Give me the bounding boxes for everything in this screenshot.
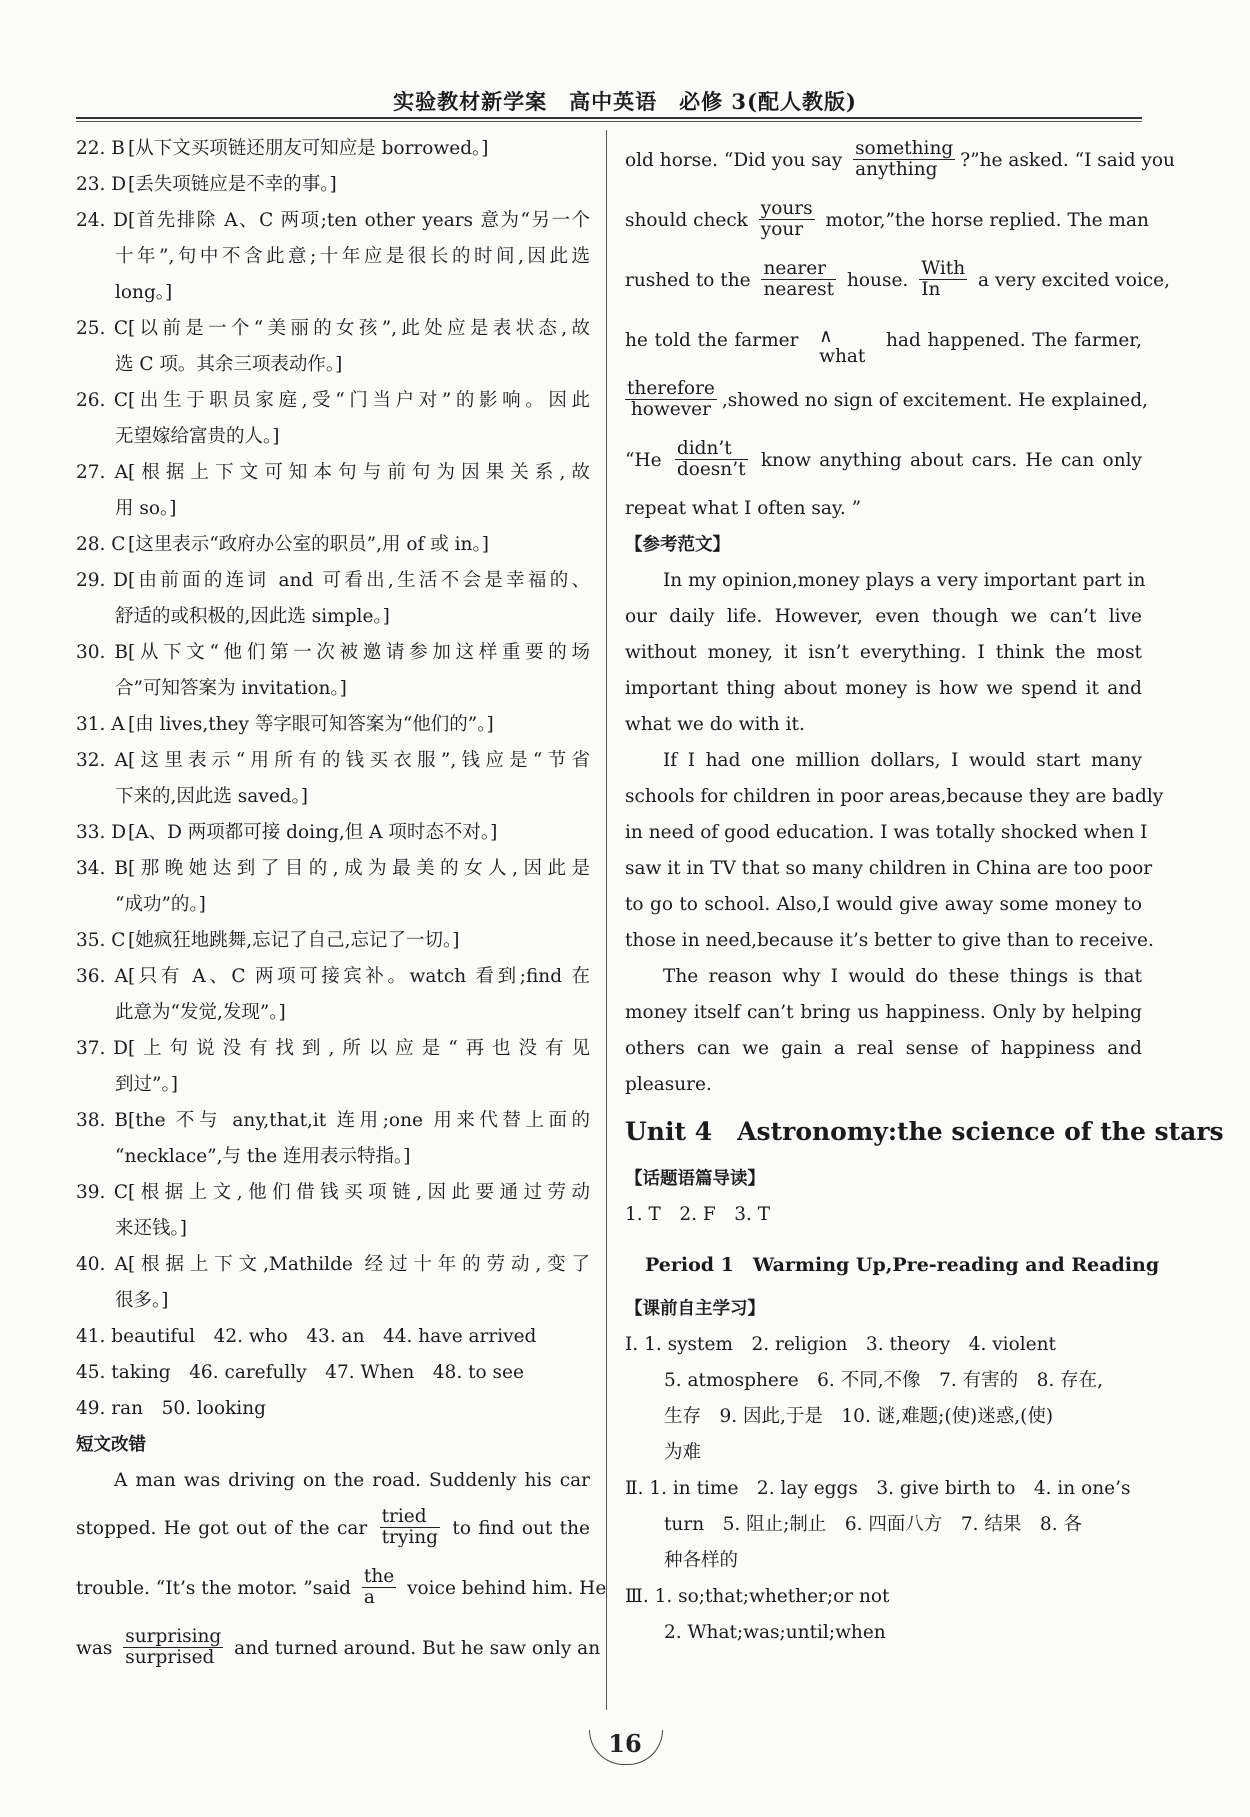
correction-line [625, 431, 1142, 491]
answer-item-continued [76, 779, 590, 815]
answer-number: 28. C [76, 534, 126, 555]
answer-explanation: [由 lives,they 等字眼可知答案为“他们的”。] [128, 714, 494, 735]
corrected-word: With [921, 257, 966, 279]
original-word: nearest [763, 278, 835, 300]
correction-line [625, 191, 1149, 251]
answer-explanation: 很多。] [115, 1290, 169, 1311]
answer-number: 22. B [76, 138, 125, 159]
answer-item-continued [76, 1211, 590, 1247]
answer-explanations [76, 131, 590, 1319]
answer-number: 29. D [76, 570, 128, 591]
corrected-word: therefore [627, 377, 715, 399]
answer-explanation: [从下文买项链还朋友可知应是 borrowed。] [128, 138, 489, 159]
answer-item-continued [76, 887, 590, 923]
answer-item [76, 563, 590, 599]
answer-item [76, 167, 590, 203]
answer-explanation: [上句说没有找到,所以应是“再也没有见 [128, 1038, 590, 1059]
correction-passage-right [625, 131, 1175, 527]
text: know anything about cars. He can only [760, 450, 1142, 471]
grammar-line: 2. What;was;until;when [664, 1622, 886, 1643]
correction-mark [853, 139, 955, 180]
answer-number: 38. B [76, 1110, 128, 1131]
correction-heading: 短文改错 [76, 1435, 146, 1455]
answer-item-continued [76, 1139, 590, 1175]
answer-item-continued [76, 1067, 590, 1103]
vocab-line: Ⅰ. 1. system 2. religion 3. theory 4. violent [625, 1334, 1056, 1355]
answer-number: 24. D [76, 210, 128, 231]
text: stopped. He got out of the car [76, 1518, 368, 1539]
text: “He [625, 450, 662, 471]
answer-item-continued [76, 275, 590, 311]
page-number: 16 [608, 1729, 642, 1758]
answer-item [76, 851, 590, 887]
answer-number: 33. D [76, 822, 127, 843]
answer-explanation: long。] [115, 282, 173, 303]
correction-line: repeat what I often say. ” [625, 498, 862, 519]
original-word: anything [855, 158, 938, 180]
model-essay [625, 563, 1164, 1103]
essay-line: without money, it isn’t everything. I think the most [625, 642, 1142, 663]
answer-number: 25. C [76, 318, 128, 339]
text: house. [847, 270, 909, 291]
corrected-word: nearer [761, 259, 836, 280]
corrected-word: something [855, 137, 954, 159]
trophy-icon [589, 1730, 663, 1765]
essay-line: The reason why I would do these things is that [663, 966, 1142, 987]
column-divider [606, 130, 607, 1710]
page-number-badge [585, 1726, 665, 1766]
essay-line: what we do with it. [625, 714, 805, 735]
header-rule [76, 117, 1142, 119]
answer-number: 26. C [76, 390, 128, 411]
section-1 [625, 1327, 1142, 1471]
text: should check [625, 210, 748, 231]
answer-item [76, 455, 590, 491]
correction-line [76, 1619, 601, 1679]
section-2 [625, 1471, 1142, 1579]
correction-mark [362, 1567, 396, 1608]
essay-line: others can we gain a real sense of happiness and [625, 1038, 1142, 1059]
correction-mark [919, 259, 967, 300]
topic-heading: 【话题语篇导读】 [625, 1169, 765, 1189]
essay-line: schools for children in poor areas,because they are badly [625, 786, 1164, 807]
original-word: your [760, 218, 804, 240]
essay-line: If I had one million dollars, I would start many [663, 750, 1142, 771]
fill-line: 41. beautiful 42. who 43. an 44. have arrived [76, 1326, 537, 1347]
answer-number: 36. A [76, 966, 128, 987]
essay-line: in need of good education. I was totally shocked when I [625, 822, 1148, 843]
inserted-word: what [819, 346, 866, 367]
answer-item [76, 635, 590, 671]
correction-mark [761, 259, 836, 300]
answer-explanation: 下来的,因此选 saved。] [115, 786, 308, 807]
answer-item-continued [76, 491, 590, 527]
answer-number: 30. B [76, 642, 128, 663]
phrase-line: turn 5. 阻止;制止 6. 四面八方 7. 结果 8. 各 [664, 1514, 1082, 1535]
corrected-word: didn’t [675, 439, 748, 460]
text: voice behind him. He [407, 1578, 607, 1599]
header-rule-thin [76, 121, 1142, 122]
answer-explanation: [从下文“他们第一次被邀请参加这样重要的场 [128, 642, 590, 663]
answer-explanation: [这里表示“用所有的钱买衣服”,钱应是“节省 [128, 750, 590, 771]
vocab-line: 5. atmosphere 6. 不同,不像 7. 有害的 8. 存在, [664, 1370, 1104, 1391]
answer-item-continued [76, 347, 590, 383]
page-header: 实验教材新学案 高中英语 必修 3(配人教版) [393, 89, 857, 114]
answer-number: 32. A [76, 750, 128, 771]
answer-item [76, 1175, 590, 1211]
answer-explanation: [只有 A、C 两项可接宾补。watch 看到;find 在 [128, 966, 590, 987]
answer-item-continued [76, 671, 590, 707]
answer-item-continued [76, 419, 590, 455]
corrected-word: the [363, 1565, 395, 1587]
text: he told the farmer [625, 330, 799, 351]
text: to find out the [452, 1518, 590, 1539]
answer-explanation: 选 C 项。其余三项表动作。] [115, 354, 343, 375]
correction-line [625, 131, 1175, 191]
fill-in-answers [76, 1319, 590, 1427]
answer-explanation: 此意为“发觉,发现”。] [115, 1002, 286, 1023]
phrase-line: Ⅱ. 1. in time 2. lay eggs 3. give birth to 4. in one’s [625, 1478, 1131, 1499]
answer-number: 23. D [76, 174, 127, 195]
answer-explanation: “成功”的。] [115, 894, 206, 915]
answer-item [76, 131, 590, 167]
original-word: doesn’t [676, 458, 746, 480]
vocab-line: 生存 9. 因此,于是 10. 谜,难题;(使)迷惑,(使) [664, 1406, 1054, 1427]
text: had happened. The farmer, [886, 330, 1142, 351]
phrase-line: 种各样的 [664, 1550, 739, 1571]
answer-number: 35. C [76, 930, 126, 951]
left-column [76, 131, 607, 1679]
essay-line: saw it in TV that so many children in China are too poor [625, 858, 1153, 879]
text: and turned around. But he saw only an [234, 1638, 601, 1659]
answer-explanation: [the 不与 any,that,it 连用;one 用来代替上面的 [128, 1110, 590, 1131]
period-title: Period 1 Warming Up,Pre-reading and Reading [645, 1254, 1160, 1276]
text: ,showed no sign of excitement. He explained, [721, 390, 1148, 411]
answer-item [76, 959, 590, 995]
vocab-line: 为难 [664, 1442, 702, 1463]
answer-item-continued [76, 995, 590, 1031]
correction-mark [380, 1507, 440, 1548]
correction-mark [625, 379, 717, 420]
correction-line: A man was driving on the road. Suddenly his car [114, 1470, 590, 1491]
text: a very excited voice, [978, 270, 1170, 291]
answer-number: 34. B [76, 858, 128, 879]
text: trouble. “It’s the motor. ”said [76, 1578, 351, 1599]
answer-explanation: 无望嫁给富贵的人。] [115, 426, 280, 447]
answer-explanation: “necklace”,与 the 连用表示特指。] [115, 1146, 411, 1167]
answer-explanation: [出生于职员家庭,受“门当户对”的影响。因此 [128, 390, 590, 411]
answer-item-continued [76, 599, 590, 635]
answer-explanation: 用 so。] [115, 498, 177, 519]
correction-line [76, 1559, 607, 1619]
original-word: a [363, 1586, 375, 1608]
answer-explanation: 十年”,句中不含此意;十年应是很长的时间,因此选 [115, 246, 590, 267]
answer-explanation: [丢失项链应是不幸的事。] [128, 174, 337, 195]
original-word: In [921, 278, 941, 300]
essay-line: those in need,because it’s better to give than to receive. [625, 930, 1154, 951]
right-column [625, 131, 1224, 1651]
answer-explanation: [她疯狂地跳舞,忘记了自己,忘记了一切。] [128, 930, 460, 951]
essay-line: to go to school. Also,I would give away some money to [625, 894, 1142, 915]
answer-explanation: 舒适的或积极的,因此选 simple。] [115, 606, 390, 627]
correction-mark [675, 439, 748, 480]
topic-answers: 1. T 2. F 3. T [625, 1204, 771, 1225]
answer-item [76, 1031, 590, 1067]
answer-item [76, 743, 590, 779]
answer-item [76, 527, 590, 563]
text: ?”he asked. “I said you [960, 150, 1175, 171]
self-study-heading: 【课前自主学习】 [625, 1299, 765, 1319]
text: old horse. “Did you say [625, 150, 843, 171]
correction-line [625, 251, 1170, 311]
answer-explanation: [根据上文,他们借钱买项链,因此要通过劳动 [128, 1182, 590, 1203]
caret-symbol: ∧ [819, 326, 833, 347]
answer-explanation: [首先排除 A、C 两项;ten other years 意为“另一个 [128, 210, 590, 231]
answer-explanation: 合”可知答案为 invitation。] [115, 678, 347, 699]
essay-line: In my opinion,money plays a very important part in [663, 570, 1146, 591]
correction-line [625, 311, 1142, 371]
section-3 [625, 1579, 1142, 1651]
answer-item [76, 1247, 590, 1283]
answer-item [76, 815, 590, 851]
answer-number: 37. D [76, 1038, 128, 1059]
corrected-word: tried [380, 1507, 440, 1528]
answer-number: 39. C [76, 1182, 128, 1203]
answer-item [76, 311, 590, 347]
answer-explanation: [以前是一个“美丽的女孩”,此处应是表状态,故 [128, 318, 590, 339]
correction-mark [123, 1627, 223, 1668]
correction-mark [759, 199, 815, 240]
essay-heading: 【参考范文】 [625, 535, 730, 555]
answer-item [76, 1103, 590, 1139]
text: motor,”the horse replied. The man [825, 210, 1149, 231]
fill-line: 45. taking 46. carefully 47. When 48. to see [76, 1362, 524, 1383]
text: rushed to the [625, 270, 751, 291]
grammar-line: Ⅲ. 1. so;that;whether;or not [625, 1586, 890, 1607]
original-word: surprised [125, 1646, 215, 1668]
answer-explanation: [根据上下文,Mathilde 经过十年的劳动,变了 [128, 1254, 590, 1275]
answer-item-continued [76, 239, 590, 275]
answer-explanation: [A、D 两项都可接 doing,但 A 项时态不对。] [128, 822, 498, 843]
answer-explanation: [根据上下文可知本句与前句为因果关系,故 [128, 462, 590, 483]
essay-line: pleasure. [625, 1074, 712, 1095]
essay-line: important thing about money is how we spend it and [625, 678, 1142, 699]
answer-item [76, 923, 590, 959]
essay-line: our daily life. However, even though we can’t live [625, 606, 1142, 627]
correction-line [625, 371, 1148, 431]
original-word: trying [381, 1526, 438, 1548]
answer-number: 40. A [76, 1254, 128, 1275]
insertion-mark [819, 327, 865, 367]
answer-explanation: [由前面的连词 and 可看出,生活不会是幸福的、 [128, 570, 590, 591]
corrected-word: yours [760, 197, 813, 219]
corrected-word: surprising [125, 1625, 222, 1647]
essay-line: money itself can’t bring us happiness. Only by helping [625, 1002, 1142, 1023]
answer-explanation: 到过”。] [115, 1074, 178, 1095]
fill-line: 49. ran 50. looking [76, 1398, 266, 1419]
answer-item [76, 383, 590, 419]
correction-line [76, 1499, 590, 1559]
correction-passage-left [76, 1463, 607, 1679]
answer-item [76, 203, 590, 239]
answer-item-continued [76, 1283, 590, 1319]
answer-number: 31. A [76, 714, 125, 735]
answer-item [76, 707, 590, 743]
answer-explanation: 来还钱。] [115, 1218, 187, 1239]
answer-number: 27. A [76, 462, 128, 483]
unit-title: Unit 4 Astronomy:the science of the stars [625, 1117, 1224, 1146]
answer-explanation: [那晚她达到了目的,成为最美的女人,因此是 [128, 858, 590, 879]
text: was [76, 1638, 113, 1659]
answer-explanation: [这里表示“政府办公室的职员”,用 of 或 in。] [128, 534, 489, 555]
original-word: however [630, 398, 711, 420]
